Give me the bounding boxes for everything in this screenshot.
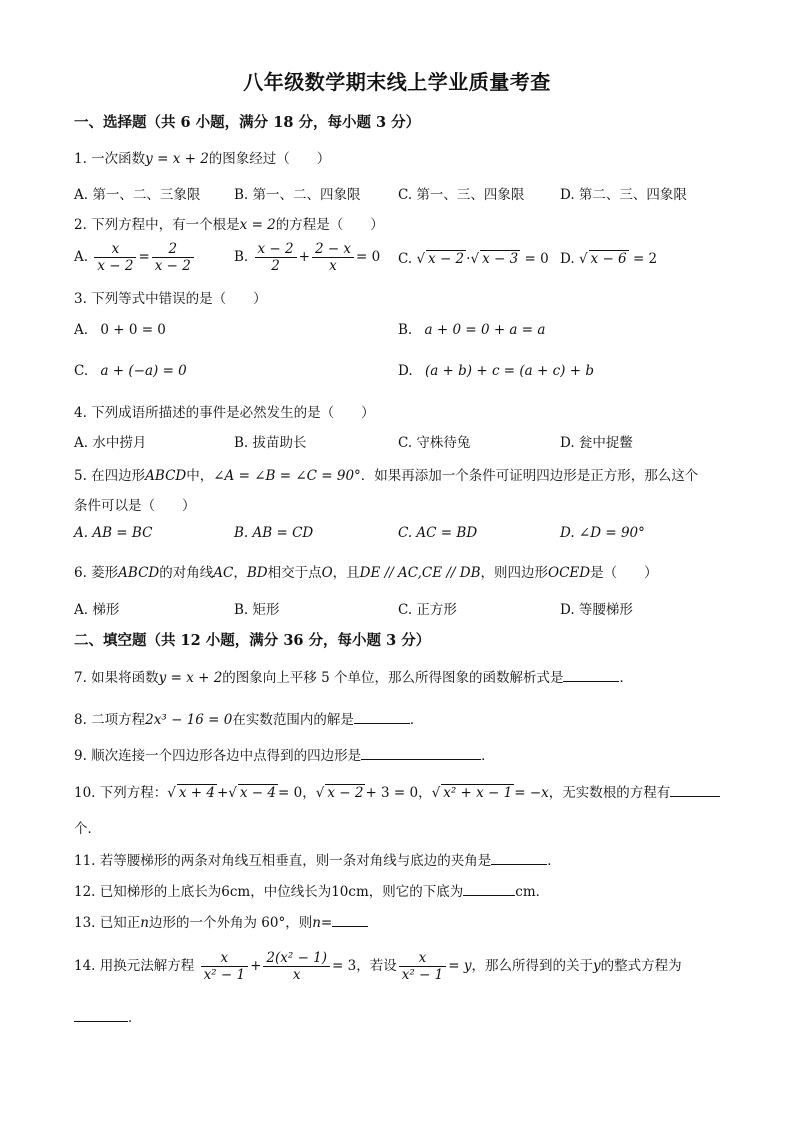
q6-d2: BD: [246, 565, 268, 581]
q1-option-b: B. 第一、二、四象限: [234, 187, 361, 203]
question-13: [74, 911, 368, 931]
q10-answer-blank[interactable]: [670, 784, 720, 797]
q1-pre: 1. 一次函数: [74, 151, 146, 167]
q14-answer-blank[interactable]: [74, 1009, 128, 1022]
q6-option-b: B. 矩形: [234, 602, 280, 618]
q8-post: 在实数范围内的解是: [232, 712, 354, 728]
q1-expr: y = x + 2: [145, 151, 209, 167]
q14-pre: 14. 用换元法解方程: [74, 958, 195, 974]
q4-option-d: D. 瓮中捉鳖: [560, 435, 633, 451]
q10-root3: x − 2: [327, 785, 364, 801]
q13-post: 边形的一个外角为 60°，则: [148, 915, 313, 931]
q5-mid: 中，: [186, 468, 214, 484]
q13-n: n: [140, 915, 149, 931]
q14-eq: = 3: [332, 958, 357, 974]
q2-post: 的方程是（ ）: [275, 217, 384, 233]
q2-option-c: C. √ x − 2 ·√ x − 3 = 0: [398, 251, 549, 267]
q9-pre: 9. 顺次连接一个四边形各边中点得到的四边形是: [74, 748, 362, 764]
q6-quad: OCED: [548, 565, 591, 581]
q1-option-c: C. 第一、三、四象限: [398, 187, 525, 203]
question-9: [74, 744, 495, 764]
q2-option-a: [74, 241, 196, 274]
q3-option-b: [398, 322, 545, 338]
q5-pre: 5. 在四边形: [74, 468, 146, 484]
q2-c-label: C.: [398, 251, 413, 267]
q8-end: ．: [409, 712, 424, 728]
q2-a-eq: =: [138, 249, 150, 265]
q2-b-frac2: $\frac{2 - x}{x}$: [312, 241, 354, 274]
q10-post: ，无实数根的方程有: [548, 785, 671, 801]
q10-root2: x − 4: [239, 785, 277, 801]
q1-post: 的图象经过（ ）: [208, 151, 331, 167]
q14-post2: 的整式方程为: [600, 958, 682, 974]
q2-b-label: B.: [234, 249, 249, 265]
question-14: [74, 950, 682, 983]
q6-p7: 是（ ）: [590, 565, 658, 581]
question-1: [74, 147, 330, 167]
q11-end: ．: [547, 853, 561, 869]
q4-option-c: C. 守株待兔: [398, 435, 471, 451]
q6-p2: 的对角线: [159, 565, 214, 581]
q6-option-a: A. 梯形: [74, 602, 120, 618]
q5-post: ．如果再添加一个条件可证明四边形是正方形，那么这个: [360, 468, 699, 484]
q3-d-expr: (a + b) + c = (a + c) + b: [424, 363, 594, 379]
q3-d-label: D.: [398, 363, 413, 379]
q9-answer-blank[interactable]: [361, 747, 481, 760]
q13-n2: n: [312, 915, 321, 931]
page-title: 八年级数学期末线上学业质量考查: [243, 70, 551, 94]
q14-frac3: $\frac{x}{\text{x² − 1}}$: [399, 950, 447, 983]
q2-option-d: D. √ x − 6 = 2: [560, 251, 658, 267]
q6-option-c: C. 正方形: [398, 602, 457, 618]
q7-answer-blank[interactable]: [563, 669, 619, 682]
q6-shape: ABCD: [118, 565, 160, 581]
q8-answer-blank[interactable]: [354, 711, 410, 724]
q2-c-dot: ·: [466, 251, 471, 267]
q7-post: 的图象向上平移 5 个单位，那么所得图象的函数解析式是: [222, 670, 564, 686]
q12-pre: 12. 已知梯形的上底长为: [74, 884, 222, 900]
q5-option-c: C. AC = BD: [398, 525, 478, 541]
q12-mid: ，中位线长为: [250, 884, 332, 900]
question-4: 4. 下列成语所描述的事件是必然发生的是（ ）: [74, 405, 375, 421]
question-6: [74, 561, 658, 581]
q2-pre: 2. 下列方程中，有一个根是: [74, 217, 240, 233]
q14-post: ，那么所得到的关于: [471, 958, 593, 974]
q3-option-d: [398, 363, 594, 379]
q5-shape: ABCD: [145, 468, 187, 484]
q6-option-d: D. 等腰梯形: [560, 602, 633, 618]
q12-post: ，则它的下底为: [368, 884, 464, 900]
question-2: [74, 213, 384, 233]
q2-a-label: A.: [74, 249, 89, 265]
q5-cond: ∠A = ∠B = ∠C = 90°: [213, 468, 361, 484]
question-7: [74, 666, 633, 686]
q2-c-root1: x − 2: [428, 251, 465, 267]
q3-c-label: C.: [74, 363, 89, 379]
q12-answer-blank[interactable]: [463, 883, 515, 896]
q2-expr: x = 2: [239, 217, 276, 233]
q2-option-b: [234, 241, 380, 274]
q2-d-root: x − 6: [590, 251, 627, 267]
q8-expr: 2x³ − 16 = 0: [145, 712, 233, 728]
q7-expr: y = x + 2: [158, 670, 223, 686]
q2-c-root2: x − 3: [482, 251, 519, 267]
q3-a-expr: 0 + 0 = 0: [100, 322, 166, 338]
q3-option-c: [74, 363, 187, 379]
question-10: 10. 下列方程：√ x + 4 +√ x − 4 = 0，√ x − 2 + 3 = 0，√ x² + x − 1 = −x，无实数根的方程有: [74, 781, 720, 801]
q10-plus: +: [216, 785, 229, 801]
q12-v1: 6cm: [221, 884, 251, 900]
q2-d-label: D.: [560, 251, 575, 267]
q2-d-eq: = 2: [632, 251, 658, 267]
q10-root1: x + 4: [178, 785, 215, 801]
q6-cond: DE // AC,CE // DB: [359, 565, 481, 581]
q10-root4: x² + x − 1: [443, 785, 513, 801]
q5-line2: 条件可以是（ ）: [74, 498, 196, 514]
q2-b-plus: +: [298, 249, 310, 265]
q12-unit: cm．: [515, 884, 550, 900]
question-5: [74, 464, 698, 484]
question-3: 3. 下列等式中错误的是（ ）: [74, 291, 267, 307]
q7-pre: 7. 如果将函数: [74, 670, 159, 686]
q7-end: ．: [619, 670, 633, 686]
q6-p1: 6. 菱形: [74, 565, 119, 581]
q14-plus: +: [250, 958, 262, 974]
q8-pre: 8. 二项方程: [74, 712, 146, 728]
q10-eq2: + 3 = 0，: [365, 785, 432, 801]
q14-eq2: = y: [448, 958, 472, 974]
q3-option-a: [74, 322, 166, 338]
q13-pre: 13. 已知正: [74, 915, 141, 931]
q2-a-frac1: $\frac{x}{x - 2}$: [94, 241, 136, 274]
q3-c-expr: a + (−a) = 0: [100, 363, 187, 379]
q2-a-frac2: $\frac{2}{x - 2}$: [152, 241, 194, 274]
q14-frac1: $\frac{x}{\text{x² − 1}}$: [201, 950, 249, 983]
q14-y: y: [592, 958, 601, 974]
q10-pre: 10. 下列方程：: [74, 785, 168, 801]
q14-line2: [74, 1006, 142, 1026]
q10-eq1: = 0，: [278, 785, 316, 801]
q14-end: ．: [128, 1010, 142, 1026]
q4-option-b: B. 拔苗助长: [234, 435, 307, 451]
q13-answer-blank[interactable]: [332, 914, 368, 927]
q2-b-eq: = 0: [356, 249, 381, 265]
q5-option-d: D. ∠D = 90°: [560, 525, 645, 541]
q12-v2: 10cm: [331, 884, 369, 900]
q9-end: ．: [481, 748, 495, 764]
q11-pre: 11. 若等腰梯形的两条对角线互相垂直，则一条对角线与底边的夹角是: [74, 853, 492, 869]
q14-mid: ，若设: [356, 958, 397, 974]
q4-option-a: A. 水中捞月: [74, 435, 147, 451]
q6-p4: 相交于点: [267, 565, 322, 581]
q5-option-a: A. AB = BC: [74, 525, 153, 541]
q13-eq: =: [320, 915, 333, 931]
q3-b-label: B.: [398, 322, 413, 338]
q2-b-frac1: $\frac{x - 2}{2}$: [255, 241, 297, 274]
q2-c-eq: = 0: [524, 251, 549, 267]
q6-p3: ，: [233, 565, 247, 581]
q10-line2: 个．: [74, 821, 101, 837]
q1-option-a: A. 第一、二、三象限: [74, 187, 201, 203]
q6-o: O: [321, 565, 333, 581]
q6-d1: AC: [213, 565, 234, 581]
section-heading-choice: 一、选择题（共 6 小题，满分 18 分，每小题 3 分）: [74, 114, 421, 131]
q5-option-b: B. AB = CD: [234, 525, 314, 541]
q6-p6: ，则四边形: [480, 565, 549, 581]
q11-answer-blank[interactable]: [491, 852, 547, 865]
q14-frac2: $\frac{\text{2(x² − 1)}}{x}$: [263, 950, 330, 983]
question-8: [74, 708, 423, 728]
q10-eq3: = −x: [514, 785, 549, 801]
q6-p5: ，且: [332, 565, 360, 581]
q1-option-d: D. 第二、三、四象限: [560, 187, 687, 203]
question-12: [74, 880, 549, 900]
question-11: [74, 849, 561, 869]
q3-b-expr: a + 0 = 0 + a = a: [424, 322, 546, 338]
section-heading-fill: 二、填空题（共 12 小题，满分 36 分，每小题 3 分）: [74, 632, 431, 649]
q3-a-label: A.: [74, 322, 89, 338]
